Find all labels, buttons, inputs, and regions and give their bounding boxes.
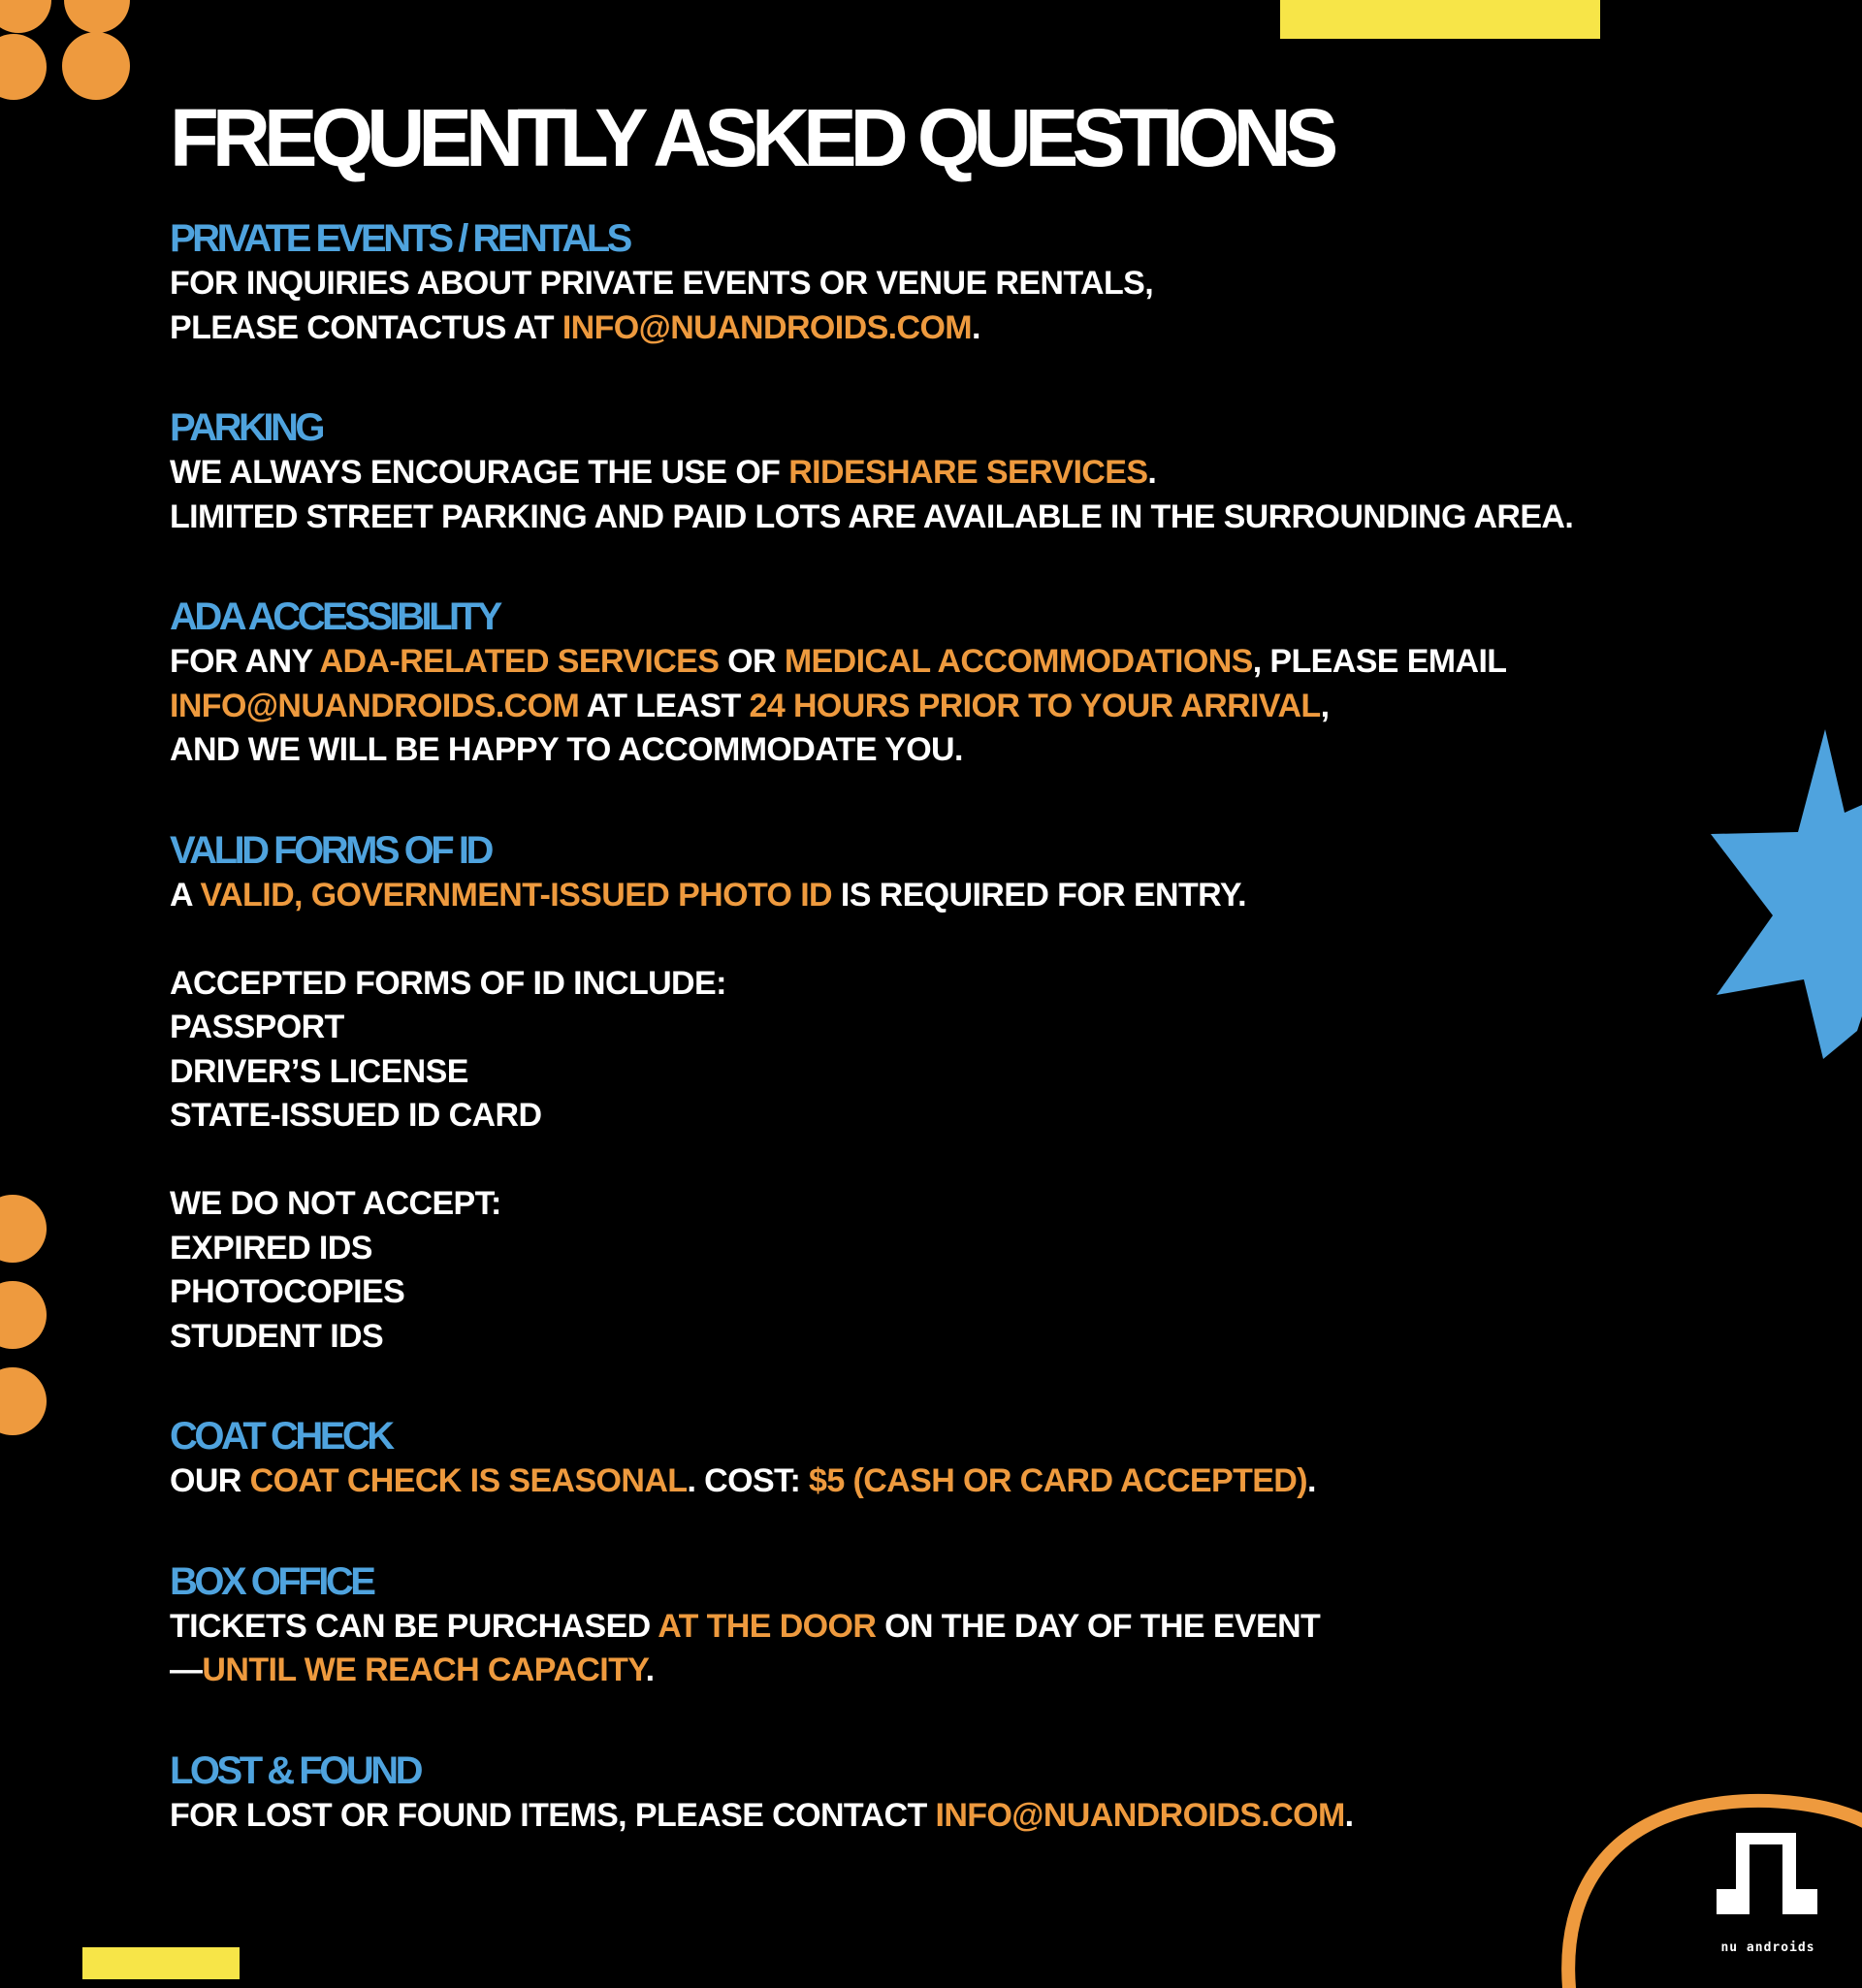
faq-answer-line	[170, 685, 1721, 729]
orange-dot-left-1	[0, 1195, 47, 1263]
list-item: STUDENT IDS	[170, 1317, 384, 1355]
faq-answer-line: AND WE WILL BE HAPPY TO ACCOMMODATE YOU.	[170, 731, 963, 768]
answer-text: .	[645, 1651, 655, 1688]
faq-heading-box-office: BOX OFFICE	[170, 1559, 373, 1603]
highlight-text: ADA-RELATED SERVICES	[319, 643, 720, 680]
answer-text: AT LEAST	[579, 687, 750, 724]
email-link[interactable]: INFO@NUANDROIDS.COM	[170, 687, 580, 724]
faq-section-coat-check	[170, 1413, 1721, 1504]
list-item: EXPIRED IDS	[170, 1229, 372, 1267]
answer-text: . COST:	[687, 1462, 810, 1499]
orange-dot-top-3	[0, 34, 47, 100]
faq-answer-line	[170, 874, 1721, 918]
yellow-bar-top	[1280, 0, 1600, 39]
faq-heading-lost-found: LOST & FOUND	[170, 1748, 420, 1792]
nu-androids-logo-icon	[1715, 1833, 1821, 1930]
nu-androids-logo	[1715, 1833, 1821, 1955]
answer-text: WE ALWAYS ENCOURAGE THE USE OF	[170, 454, 789, 491]
highlight-text: UNTIL WE REACH CAPACITY	[202, 1651, 646, 1688]
yellow-bar-bottom	[82, 1947, 240, 1979]
answer-text: TICKETS CAN BE PURCHASED	[170, 1607, 658, 1645]
faq-heading-private-events: PRIVATE EVENTS / RENTALS	[170, 217, 629, 260]
answer-text: A	[170, 876, 201, 914]
highlight-text: RIDESHARE SERVICES	[788, 454, 1148, 491]
highlight-text: 24 HOURS PRIOR TO YOUR ARRIVAL	[749, 687, 1321, 724]
faq-answer-line	[170, 640, 1721, 685]
faq-section-private-events	[170, 215, 1721, 350]
answer-text: .	[1344, 1796, 1354, 1834]
answer-text: ON THE DAY OF THE EVENT	[876, 1607, 1321, 1645]
orange-dot-left-3	[0, 1367, 47, 1435]
answer-text: —	[170, 1651, 203, 1688]
faq-section-lost-found	[170, 1748, 1721, 1839]
email-link[interactable]: INFO@NUANDROIDS.COM	[935, 1796, 1345, 1834]
faq-heading-parking: PARKING	[170, 406, 322, 449]
faq-section-valid-id	[170, 827, 1721, 1360]
answer-text: FOR LOST OR FOUND ITEMS, PLEASE CONTACT	[170, 1796, 936, 1834]
orange-dot-top-1	[0, 0, 51, 33]
highlight-text: COAT CHECK IS SEASONAL	[249, 1462, 688, 1499]
orange-dot-top-2	[64, 0, 130, 33]
answer-text: ,	[1320, 687, 1330, 724]
faq-answer-line	[170, 451, 1721, 496]
answer-text: IS REQUIRED FOR ENTRY.	[832, 876, 1246, 914]
answer-text: PLEASE CONTACTUS AT	[170, 308, 562, 346]
faq-answer-line	[170, 306, 1721, 351]
highlight-text: MEDICAL ACCOMMODATIONS	[784, 643, 1253, 680]
orange-dot-top-4	[62, 32, 130, 100]
faq-list	[170, 215, 1721, 1838]
answer-text: .	[1147, 454, 1157, 491]
faq-heading-valid-id: VALID FORMS OF ID	[170, 828, 491, 872]
page-title: FREQUENTLY ASKED QUESTIONS	[170, 92, 1332, 183]
faq-answer-line: FOR INQUIRIES ABOUT PRIVATE EVENTS OR VENUE RENTALS,	[170, 265, 1154, 302]
faq-section-box-office	[170, 1558, 1721, 1693]
accepted-ids-label: ACCEPTED FORMS OF ID INCLUDE:	[170, 964, 726, 1002]
answer-text: FOR ANY	[170, 643, 320, 680]
not-accepted-ids-label: WE DO NOT ACCEPT:	[170, 1185, 501, 1222]
logo-wordmark: nu androids	[1720, 1940, 1815, 1955]
faq-section-parking	[170, 404, 1721, 539]
email-link[interactable]: INFO@NUANDROIDS.COM	[562, 308, 973, 346]
highlight-text: VALID, GOVERNMENT-ISSUED PHOTO ID	[200, 876, 832, 914]
faq-section-ada	[170, 593, 1721, 773]
list-item: STATE-ISSUED ID CARD	[170, 1097, 542, 1134]
answer-text: .	[972, 308, 980, 346]
faq-answer-line	[170, 1459, 1721, 1504]
faq-answer-line	[170, 1605, 1721, 1650]
faq-answer-line	[170, 1649, 1721, 1693]
answer-text: OR	[719, 643, 785, 680]
list-item: DRIVER’S LICENSE	[170, 1052, 468, 1090]
blue-star-shape	[1707, 725, 1862, 1074]
answer-text: .	[1307, 1462, 1316, 1499]
faq-answer-line: LIMITED STREET PARKING AND PAID LOTS ARE AVAILABLE IN THE SURROUNDING AREA.	[170, 497, 1574, 535]
highlight-text: AT THE DOOR	[658, 1607, 877, 1645]
faq-heading-ada: ADA ACCESSIBILITY	[170, 595, 499, 638]
answer-text: , PLEASE EMAIL	[1252, 643, 1507, 680]
faq-heading-coat-check: COAT CHECK	[170, 1415, 392, 1458]
highlight-text: $5 (CASH OR CARD ACCEPTED)	[809, 1462, 1307, 1499]
spacer	[170, 917, 1721, 962]
list-item: PASSPORT	[170, 1009, 344, 1045]
faq-answer-line	[170, 1794, 1721, 1839]
spacer	[170, 1138, 1721, 1183]
orange-dot-left-2	[0, 1281, 47, 1349]
list-item: PHOTOCOPIES	[170, 1273, 405, 1310]
answer-text: OUR	[170, 1462, 250, 1499]
